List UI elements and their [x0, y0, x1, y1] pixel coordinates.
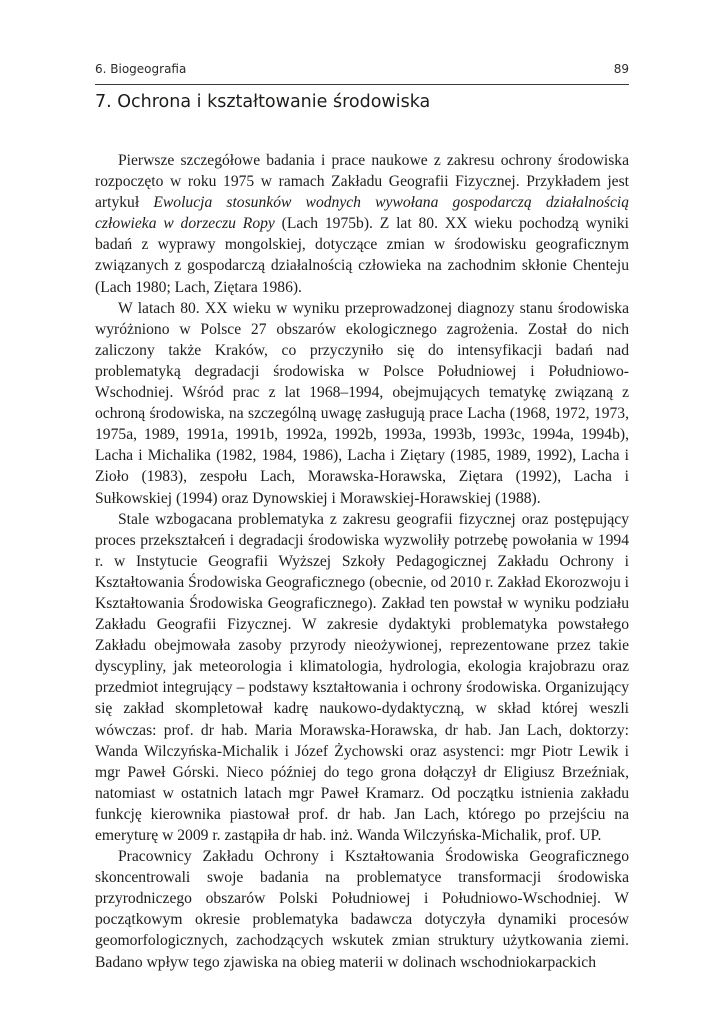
- paragraph-4: Pracownicy Zakładu Ochrony i Kształtowania Środowiska Geograficznego skoncentrowali swoje badania na problematyce transformacji środowiska przyrodniczego obszarów Polski Południowej i Południowo-Wschodniej. W początkowym okresie problematyka badawcza dotyczyła dynamiki procesów geomorfologicznych, zachodzących wskutek zmian struktury użytkowania ziemi. Badano wpływ tego zjawiska na obieg materii w dolinach wschodniokarpackich: [95, 848, 629, 971]
- paragraph-3: Stale wzbogacana problematyka z zakresu geografii fizycznej oraz postępujący proces przekształceń i degradacji środowiska wyzwoliły potrzebę powołania w 1994 r. w Instytucie Geografii Wyższej Szkoły Pedagogicznej Zakładu Ochrony i Kształtowania Środowiska Geograficznego (obecnie, od 2010 r. Zakład Ekorozwoju i Kształtowania Środowiska Geograficznego). Zakład ten powstał w wyniku podziału Zakładu Geografii Fizycznej. W zakresie dydaktyki problematyka powstałego Zakładu obejmowała zasoby przyrody nieożywionej, reprezentowane przez takie dyscypliny, jak meteorologia i klimatologia, hydrologia, ekologia krajobrazu oraz przedmiot integrujący – podstawy kształtowania i ochrony środowiska. Organizujący się zakład skompletował kadrę naukowo-dydaktyczną, w skład której weszli wówczas: prof. dr hab. Maria Morawska-Horawska, dr hab. Jan Lach, doktorzy: Wanda Wilczyńska-Michalik i Józef Żychowski oraz asystenci: mgr Piotr Lewik i mgr Paweł Górski. Nieco później do tego grona dołączył dr Eligiusz Brzeźniak, natomiast w ostatnich latach mgr Paweł Kramarz. Od początku istnienia zakładu funkcję kierownika piastował prof. dr hab. Jan Lach, którego po przejściu na emeryturę w 2009 r. zastąpiła dr hab. inż. Wanda Wilczyńska-Michalik, prof. UP.: [95, 510, 629, 844]
- running-head-section: 6. Biogeografia: [95, 62, 187, 76]
- page-number: 89: [613, 62, 629, 76]
- paragraph-1: [95, 150, 629, 298]
- paragraph-2: W latach 80. XX wieku w wyniku przeprowadzonej diagnozy stanu środowiska wyróżniono w Polsce 27 obszarów ekologicznego zagrożenia. Został do nich zaliczony także Kraków, co przyczyniło się do intensyfikacji badań nad problematyką degradacji środowiska w Polsce Południowej i Południowo-Wschodniej. Wśród prac z lat 1968–1994, obejmujących tematykę związaną z ochroną środowiska, na szczególną uwagę zasługują prace Lacha (1968, 1972, 1973, 1975a, 1989, 1991a, 1991b, 1992a, 1992b, 1993a, 1993b, 1993c, 1994a, 1994b), Lacha i Michalika (1982, 1984, 1986), Lacha i Ziętary (1985, 1989, 1992), Lacha i Zioło (1983), zespołu Lach, Morawska-Horawska, Ziętara (1992), Lacha i Sułkowskiej (1994) oraz Dynowskiej i Morawskiej-Horawskiej (1988).: [95, 299, 629, 507]
- paragraph-1-text-before: Pierwsze szczegółowe badania i prace naukowe z zakresu ochrony środowiska rozpoczęto w roku 1975 w ramach Zakładu Geografii Fizycznej. Przykładem jest artykuł: [95, 152, 629, 212]
- section-heading: 7. Ochrona i kształtowanie środowiska: [95, 92, 431, 112]
- running-head: [95, 62, 629, 76]
- header-divider: [95, 84, 629, 85]
- paragraph-1-text-after: (Lach 1975b). Z lat 80. XX wieku pochodzą wyniki badań z wyprawy mongolskiej, dotyczące zmian w środowisku geograficznym związanych z gospodarczą działalnością człowieka na zachodnim skłonie Chenteju (Lach 1980; Lach, Ziętara 1986).: [95, 215, 629, 296]
- body-text: [95, 150, 629, 973]
- article-title: Ewolucja stosunków wodnych wywołana gospodarczą działalnością człowieka w dorzeczu Ropy: [95, 194, 630, 233]
